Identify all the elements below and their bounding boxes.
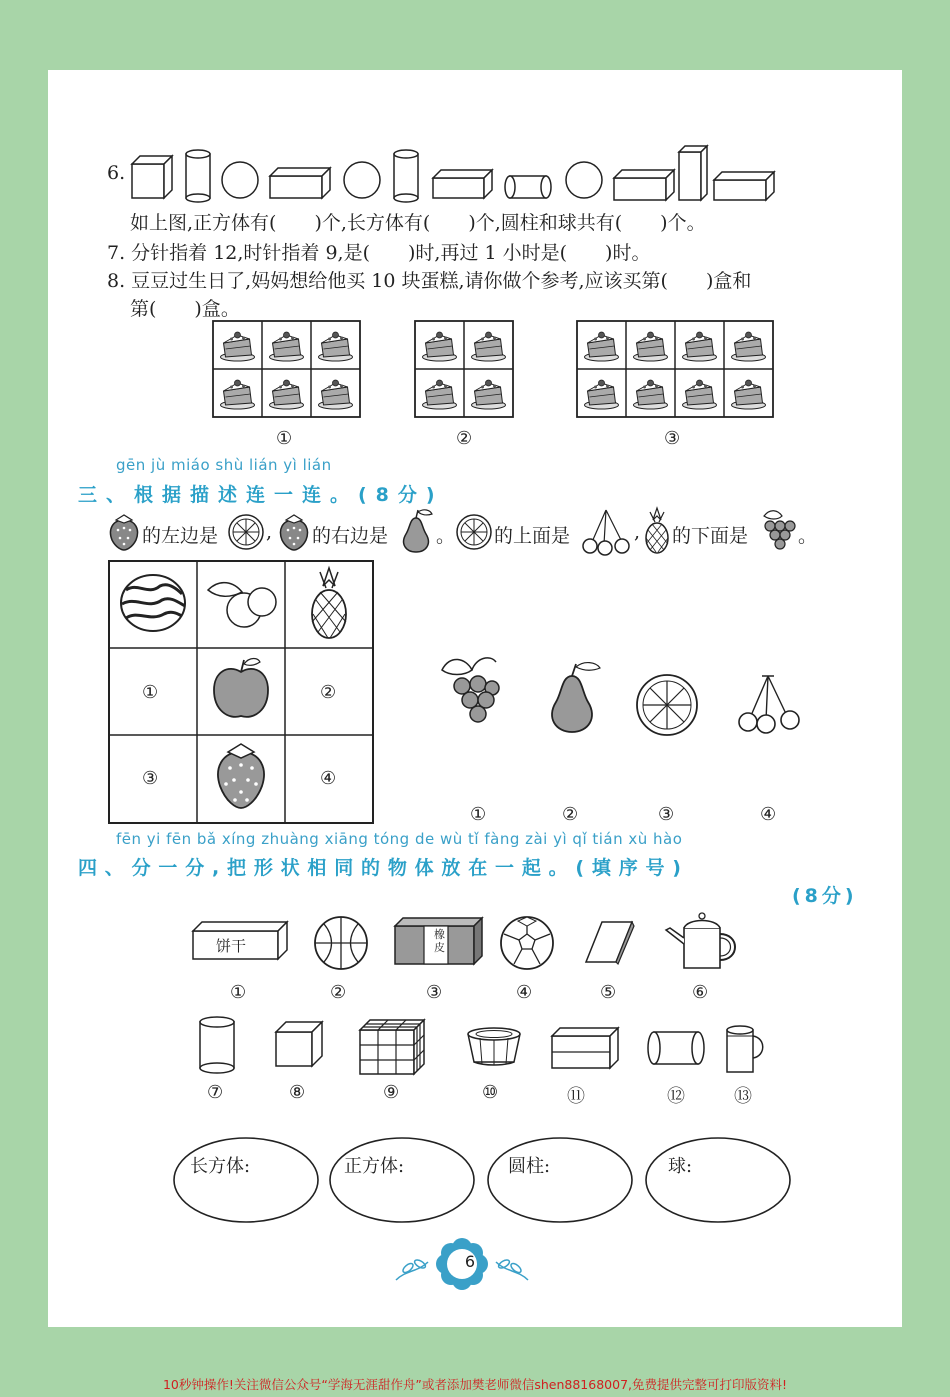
q6-number: 6. xyxy=(107,162,126,184)
biscuit-label: 饼干 xyxy=(216,937,247,955)
comma: , xyxy=(266,521,273,543)
pineapple-icon xyxy=(642,506,672,556)
strawberry-icon xyxy=(106,512,142,552)
tall-cuboid-icon xyxy=(679,146,707,200)
oval-cube xyxy=(330,1138,474,1222)
cherry-icon xyxy=(578,506,634,556)
sphere-icon xyxy=(344,162,380,198)
cuboid-icon xyxy=(270,168,330,198)
option-label-2: ② xyxy=(562,804,579,825)
cake-box-2 xyxy=(414,320,514,418)
q7-question: 7. 分针指着 12,时针指着 9,是( )时,再过 1 小时是( )时。 xyxy=(107,242,651,264)
cuboid-box-icon xyxy=(548,1024,622,1072)
object-label-row2-7: ⑬ xyxy=(734,1086,752,1107)
section3-title: 三、根据描述连一连。(8分) xyxy=(78,484,444,506)
q6-shapes-row xyxy=(128,142,778,204)
object-label-row2-1: ⑦ xyxy=(207,1082,224,1103)
clue-a-text: 的左边是 xyxy=(142,525,219,547)
object-label-4: ④ xyxy=(516,982,533,1003)
footer-promo-text: 10秒钟操作!关注微信公众号“学海无涯甜作舟”或者添加樊老师微信shen88168007,免费提供完整可打印版资料! xyxy=(162,1377,788,1392)
oval-cylinder xyxy=(488,1138,632,1222)
oval-label-sphere: 球: xyxy=(668,1156,693,1177)
cylinder-icon xyxy=(186,150,210,202)
cake-box-1 xyxy=(212,320,361,418)
clue-c-text: 的上面是 xyxy=(494,525,571,547)
object-label-3: ③ xyxy=(426,982,443,1003)
cube-icon xyxy=(132,156,172,198)
tile-icon xyxy=(584,918,636,966)
section4-title: 四、分一分,把形状相同的物体放在一起。(填序号) xyxy=(78,857,689,879)
section4-pinyin: fēn yi fēn bǎ xíng zhuàng xiāng tóng de wù tǐ fàng zài yì qǐ tián xù hào xyxy=(116,830,683,848)
lying-cylinder-icon xyxy=(505,176,551,198)
oval-cuboid xyxy=(174,1138,318,1222)
object-label-6: ⑥ xyxy=(692,982,709,1003)
oval-label-cuboid: 长方体: xyxy=(190,1156,251,1177)
basketball-icon xyxy=(312,914,370,972)
grapes-icon xyxy=(756,506,800,556)
box-label-2: ② xyxy=(456,428,473,449)
comma: , xyxy=(634,521,641,543)
section3-pinyin: gēn jù miáo shù lián yì lián xyxy=(116,456,332,474)
grid-cell-4: ④ xyxy=(320,768,337,789)
option-label-1: ① xyxy=(470,804,487,825)
cuboid-icon xyxy=(714,172,774,200)
box-label-3: ③ xyxy=(664,428,681,449)
oval-sphere xyxy=(646,1138,790,1222)
object-label-row2-3: ⑨ xyxy=(383,1082,400,1103)
oval-label-cylinder: 圆柱: xyxy=(508,1156,551,1177)
object-label-1: ① xyxy=(230,982,247,1003)
grapes-icon xyxy=(436,650,508,730)
sphere-icon xyxy=(222,162,258,198)
bucket-icon xyxy=(722,1022,768,1076)
lying-cylinder-icon xyxy=(646,1026,708,1070)
q8-question-line2: 第( )盒。 xyxy=(130,298,240,320)
option-label-4: ④ xyxy=(760,804,777,825)
sphere-icon xyxy=(566,162,602,198)
watermelon-icon xyxy=(121,575,185,631)
clue-b-text: 的右边是 xyxy=(312,525,389,547)
rubiks-cube-icon xyxy=(356,1016,430,1078)
strawberry-icon xyxy=(276,512,312,552)
object-label-2: ② xyxy=(330,982,347,1003)
page-number: 6 xyxy=(464,1252,476,1271)
object-label-row2-5: ⑪ xyxy=(567,1086,585,1107)
q8-question-line1: 8. 豆豆过生日了,妈妈想给他买 10 块蛋糕,请你做个参考,应该买第( )盒和 xyxy=(107,270,752,292)
cylinder-icon xyxy=(394,150,418,202)
answer-ovals xyxy=(172,1136,794,1226)
eraser-label: 橡皮 xyxy=(434,928,445,954)
cuboid-icon xyxy=(433,170,492,198)
grid-cell-1: ① xyxy=(142,682,159,703)
period: 。 xyxy=(798,525,818,547)
object-label-row2-6: ⑫ xyxy=(667,1086,685,1107)
orange-slice-icon xyxy=(634,672,700,738)
object-label-row2-4: ⑩ xyxy=(482,1082,499,1103)
cake-box-3 xyxy=(576,320,774,418)
cylinder-icon xyxy=(196,1014,240,1076)
cuboid-icon xyxy=(614,170,674,200)
pear-icon xyxy=(542,658,606,738)
orange-slice-icon xyxy=(226,512,266,552)
oval-label-cube: 正方体: xyxy=(344,1156,405,1177)
soccer-ball-icon xyxy=(498,914,556,972)
box-label-1: ① xyxy=(276,428,293,449)
clue-d-text: 的下面是 xyxy=(672,525,749,547)
cherry-icon xyxy=(734,672,804,736)
cube-icon xyxy=(272,1018,328,1070)
grid-cell-3: ③ xyxy=(142,768,159,789)
q6-question: 如上图,正方体有( )个,长方体有( )个,圆柱和球共有( )个。 xyxy=(130,212,706,234)
option-label-3: ③ xyxy=(658,804,675,825)
period: 。 xyxy=(436,525,456,547)
drum-icon xyxy=(464,1024,524,1068)
grid-cell-2: ② xyxy=(320,682,337,703)
kettle-icon xyxy=(660,904,744,972)
object-label-5: ⑤ xyxy=(600,982,617,1003)
section4-score: (8分) xyxy=(792,885,858,907)
orange-slice-icon xyxy=(454,512,494,552)
object-label-row2-2: ⑧ xyxy=(289,1082,306,1103)
pear-icon xyxy=(396,506,436,554)
